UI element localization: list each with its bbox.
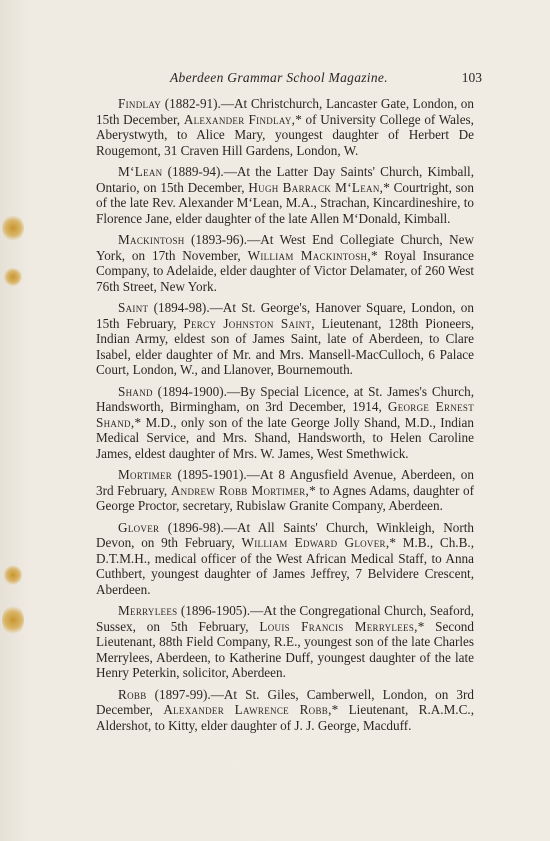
entry-surname: Mackintosh xyxy=(118,232,185,247)
entry-surname: Merrylees xyxy=(118,603,178,618)
entry-text: (1895-1901).—At 8 Angusfield Avenue, Aberdeen, on 3rd February, xyxy=(96,467,474,498)
entry-text: (1894-1900).—By Special Licence, at St. James's Church, Handsworth, Birmingham, on 3rd December, 1914, xyxy=(96,383,474,414)
entry-person: Andrew Robb Mortimer, xyxy=(170,482,310,498)
entry-person: William Mackintosh, xyxy=(247,247,371,263)
entry-person: Hugh Barrack M‘Lean, xyxy=(248,179,384,195)
entry-text: * Royal Insurance Company, to Adelaide, elder daughter of Victor Delamater, of 260 West 76th Street, New York. xyxy=(96,247,475,294)
entry-mackintosh xyxy=(96,232,474,294)
running-title: Aberdeen Grammar School Magazine. xyxy=(170,70,388,85)
entry-surname: Mortimer xyxy=(118,467,173,482)
page-number: 103 xyxy=(461,70,482,85)
entry-text: (1894-98).—At St. George's, Hanover Square, London, on 15th February, xyxy=(96,300,474,331)
entry-text: * of University College of Wales, Aberystwyth, to Alice Mary, youngest daughter of Herbert De Rougemont, 31 Craven Hill Gardens, London, W. xyxy=(96,111,474,158)
entry-surname: Findlay xyxy=(118,96,162,111)
entry-text: * Second Lieutenant, 88th Field Company, R.E., youngest son of the late Charles Merrylees, Aberdeen, to Katherine Duff, youngest daughter of the late Henry Peterkin, solicitor, Aberdeen. xyxy=(96,618,474,680)
entry-mclean xyxy=(96,164,474,226)
entry-findlay xyxy=(96,96,474,158)
entry-surname: Robb xyxy=(118,686,147,702)
entry-text: * M.D., only son of the late George Jolly Shand, M.D., Indian Medical Service, and Mrs. Shand, Handsworth, to Helen Caroline James, eldest daughter of Mrs. W. James, West Smethwick. xyxy=(96,414,474,461)
entry-text: (1889-94).—At the Latter Day Saints' Church, Kimball, Ontario, on 15th December, xyxy=(96,164,474,195)
entry-surname: Shand xyxy=(118,383,153,399)
entry-text: (1893-96).—At West End Collegiate Church, New York, on 17th November, xyxy=(96,232,474,263)
entry-text: (1896-98).—At All Saints' Church, Winkleigh, North Devon, on 9th February, xyxy=(96,519,474,550)
stain-mark xyxy=(4,565,22,585)
stain-mark xyxy=(4,268,22,286)
entry-surname: Saint xyxy=(118,300,149,315)
stain-mark xyxy=(2,605,24,635)
entry-robb xyxy=(96,687,474,734)
entry-glover xyxy=(96,520,474,598)
entry-merrylees xyxy=(96,603,474,681)
stain-mark xyxy=(2,215,24,241)
entry-surname: Glover xyxy=(118,519,160,535)
entry-person: William Edward Glover, xyxy=(241,535,390,550)
entry-shand xyxy=(96,384,474,462)
entry-text: (1896-1905).—At the Congregational Church, Seaford, Sussex, on 5th February, xyxy=(96,603,474,634)
entry-text: (1882-91).—At Christchurch, Lancaster Gate, London, on 15th December, xyxy=(96,96,474,127)
entry-person: Louis Francis Merrylees, xyxy=(259,618,418,634)
entry-surname: M‘Lean xyxy=(118,164,163,179)
marriage-notices xyxy=(96,96,474,739)
entry-person: Percy Johnston Saint, xyxy=(183,315,315,331)
entry-text: (1897-99).—At St. Giles, Camberwell, London, on 3rd December, xyxy=(96,686,474,717)
entry-text: * to Agnes Adams, daughter of George Proctor, secretary, Rubislaw Granite Company, Aberdeen. xyxy=(96,482,475,513)
entry-mortimer xyxy=(96,467,474,514)
page-header xyxy=(96,70,482,90)
entry-person: Alexander Lawrence Robb, xyxy=(163,702,332,717)
entry-text: * M.B., Ch.B., D.T.M.H., medical officer of the West African Medical Staff, to Anna Cuthbert, youngest daughter of James Jeffrey, 7 Belvidere Crescent, Aberdeen. xyxy=(96,535,474,597)
entry-person: Alexander Findlay, xyxy=(183,111,296,127)
entry-text: * Courtright, son of the late Rev. Alexander M‘Lean, M.A., Strachan, Kincardineshire, to Florence Jane, elder daughter of the late Allen M‘Donald, Kimball. xyxy=(96,179,474,226)
entry-saint xyxy=(96,300,474,378)
entry-text: Lieutenant, 128th Pioneers, Indian Army, eldest son of James Saint, late of Aberdeen, to Clare Isabel, elder daughter of Mr. and Mrs. Mansell-MacCulloch, 6 Palace Court, London, W., and Llanover, Bournemouth. xyxy=(96,315,475,377)
entry-person: George Ernest Shand, xyxy=(96,399,474,430)
entry-text: * Lieutenant, R.A.M.C., Aldershot, to Kitty, elder daughter of J. J. George, Macduff. xyxy=(96,702,474,733)
